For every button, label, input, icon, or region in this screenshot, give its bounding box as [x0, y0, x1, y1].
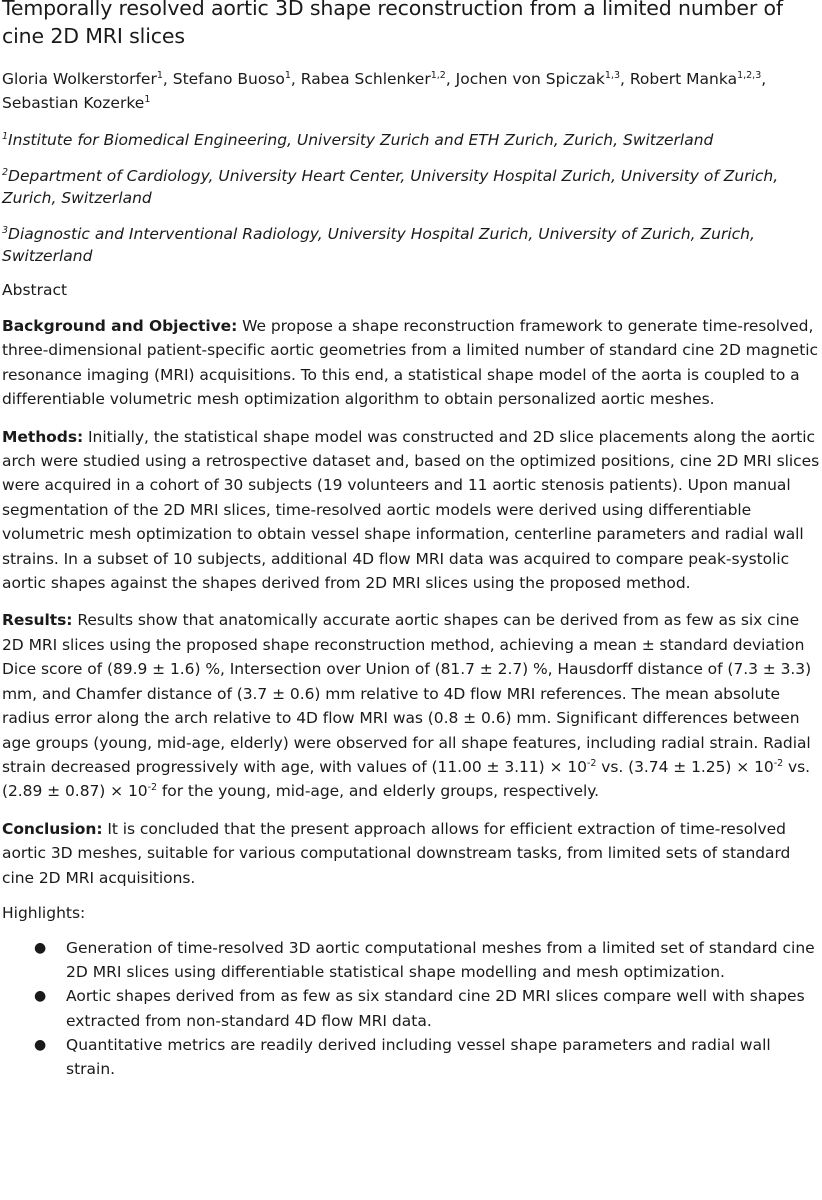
paper-title: Temporally resolved aortic 3D shape reconstruction from a limited number of cine 2D MRI slices — [2, 0, 783, 48]
section-label: Results: — [2, 611, 73, 630]
author: Jochen von Spiczak$^{1,3}$, — [455, 70, 630, 88]
section-label: Conclusion: — [2, 819, 103, 838]
author: Sebastian Kozerke$^1$ — [2, 94, 151, 112]
abstract-results: Results: Results show that anatomically accurate aortic shapes can be derived from as few as six cine 2D MRI slices using the proposed shape reconstruction method, achieving a mean ± standard deviation Dice score of (89.9 ± 1.6) %, Intersection over Union of (81.7 ± 2.7) %, Hausdorff distance of (7.3 ± 3.3) mm, and Chamfer distance of (3.7 ± 0.6) mm relative to 4D flow MRI references. The mean absolute radius error along the arch relative to 4D flow MRI was (0.8 ± 0.6) mm. Significant differences between age groups (young, mid-age, elderly) were observed for all shape features, including radial strain. Radial strain decreased progressively with age, with values of $(11.00 \pm 3.11) \times 10^{-2}$ vs. $(3.74 \pm 1.25) \times 10^{-2}$ vs. $(2.89 \pm 0.87) \times 10^{-2}$ for the young, mid-age, and elderly groups, respectively. — [2, 611, 812, 801]
highlights-heading: Highlights: — [2, 903, 86, 922]
section-label: Methods: — [2, 427, 84, 446]
author: Gloria Wolkerstorfer$^1$, — [2, 70, 173, 88]
highlight-item: ● Aortic shapes derived from as few as six standard cine 2D MRI slices compare well with shapes extracted from non-standard 4D flow MRI data. — [2, 984, 822, 1033]
author: Stefano Buoso$^1$, — [172, 70, 301, 88]
highlight-item: ● Quantitative metrics are readily derived including vessel shape parameters and radial wall strain. — [2, 1033, 822, 1082]
section-label: Background and Objective: — [2, 317, 238, 335]
affiliation-1: $^1$Institute for Biomedical Engineering, University Zurich and ETH Zurich, Zurich, Switzerland — [2, 131, 714, 149]
abstract-methods: Methods: Initially, the statistical shape model was constructed and 2D slice placements along the aortic arch were studied using a retrospective dataset and, based on the optimized positions, cine 2D MRI slices were acquired in a cohort of 30 subjects (19 volunteers and 11 aortic stenosis patients). Upon manual segmentation of the 2D MRI slices, time-resolved aortic models were derived using differentiable volumetric mesh optimization to obtain vessel shape information, centerline parameters and radial wall strains. In a subset of 10 subjects, additional 4D flow MRI data was acquired to compare peak-systolic aortic shapes against the shapes derived from 2D MRI slices using the proposed method. — [2, 427, 820, 593]
author-list — [2, 67, 822, 115]
bullet-icon: ● — [34, 988, 47, 1005]
bullet-icon: ● — [34, 939, 47, 956]
author: Rabea Schlenker$^{1,2}$, — [300, 70, 456, 88]
author: Robert Manka$^{1,2,3}$, — [629, 70, 767, 88]
abstract-heading: Abstract — [2, 281, 68, 299]
abstract-conclusion: Conclusion: It is concluded that the present approach allows for efficient extraction of time-resolved aortic 3D meshes, suitable for various computational downstream tasks, from limited sets of standard cine 2D MRI acquisitions. — [2, 819, 791, 887]
highlight-item: ● Generation of time-resolved 3D aortic computational meshes from a limited set of standard cine 2D MRI slices using differentiable statistical shape modelling and mesh optimization. — [2, 936, 822, 985]
affiliation-3: $^3$Diagnostic and Interventional Radiology, University Hospital Zurich, University of Zurich, Zurich, Switzerland — [2, 225, 755, 265]
highlights-list — [2, 936, 822, 1081]
affiliation-2: $^2$Department of Cardiology, University Heart Center, University Hospital Zurich, University of Zurich, Zurich, Switzerland — [2, 167, 779, 207]
bullet-icon: ● — [34, 1036, 47, 1053]
abstract-background: Background and Objective: We propose a shape reconstruction framework to generate time-resolved, three-dimensional patient-specific aortic geometries from a limited number of standard cine 2D magnetic resonance imaging (MRI) acquisitions. To this end, a statistical shape model of the aorta is coupled to a differentiable volumetric mesh optimization algorithm to obtain personalized aortic meshes. — [2, 317, 819, 409]
